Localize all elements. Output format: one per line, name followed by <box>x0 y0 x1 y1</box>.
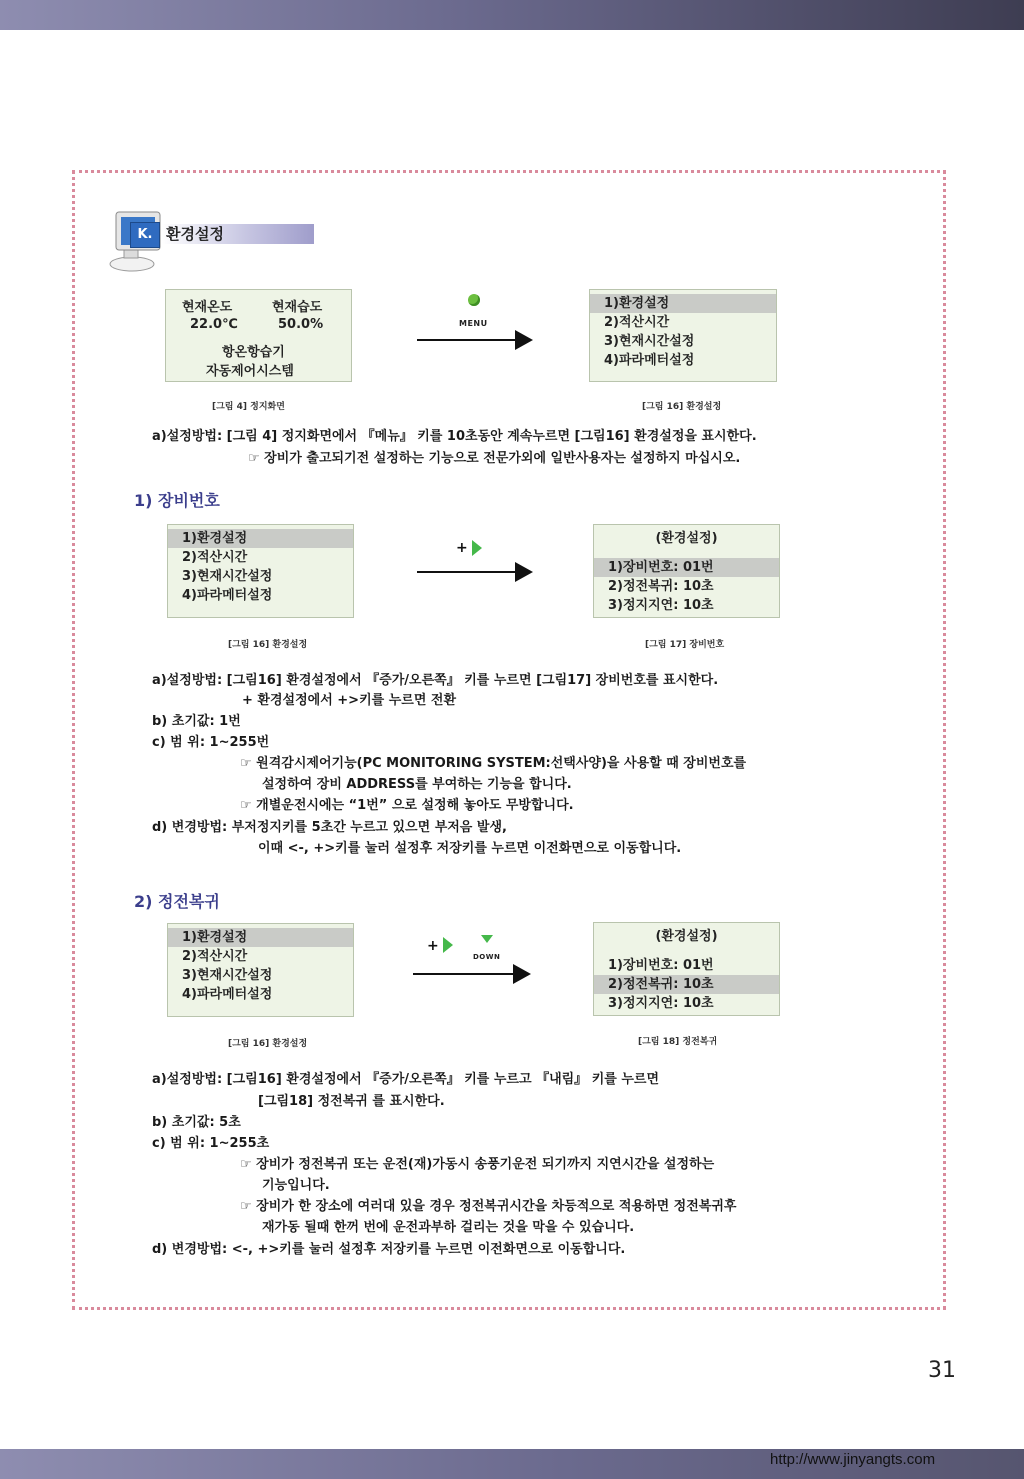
right-key-icon <box>443 937 453 953</box>
current-humidity-label: 현재습도 <box>272 300 323 315</box>
menu-screen-lcd-3 <box>167 923 354 1017</box>
lcd-title: (환경설정) <box>655 929 718 944</box>
sub1-line: a)설정방법: [그림16] 환경설정에서 『증가/오른쪽』 키를 누르면 [그림17] 장비번호를 표시한다. <box>152 673 719 688</box>
intro-line: a)설정방법: [그림 4] 정지화면에서 『메뉴』 키를 10초동안 계속누르면 [그림16] 환경설정을 표시한다. <box>152 429 757 444</box>
device-name-line: 항온항습기 <box>222 345 285 360</box>
sub2-right-caption: [그림 18] 정전복귀 <box>638 1037 718 1047</box>
menu-item: 2)적산시간 <box>604 315 670 330</box>
top-banner <box>0 0 1024 30</box>
transition-arrow-1 <box>417 329 533 351</box>
setting-item: 2)정전복귀: 10초 <box>608 579 714 594</box>
menu-screen-lcd-2 <box>167 524 354 618</box>
down-key-label: DOWN <box>473 953 501 961</box>
current-humidity-value: 50.0% <box>278 317 324 332</box>
menu-item: 3)현재시간설정 <box>182 968 273 983</box>
stop-screen-caption: [그림 4] 정지화면 <box>212 402 285 412</box>
sub2-line: ☞ 장비가 정전복귀 또는 운전(재)가동시 송풍기운전 되기까지 지연시간을 설정하는 <box>240 1157 715 1172</box>
sub1-line: d) 변경방법: 부저정지키를 5초간 누르고 있으면 부저음 발생, <box>152 820 507 835</box>
sub1-right-caption: [그림 17] 장비번호 <box>645 640 725 650</box>
sub1-line: ☞ 개별운전시에는 “1번” 으로 설정해 놓아도 무방합니다. <box>240 798 574 813</box>
stop-screen-lcd <box>165 289 352 382</box>
sub2-line: [그림18] 정전복귀 를 표시한다. <box>258 1094 445 1109</box>
sub2-line: b) 초기값: 5초 <box>152 1115 241 1130</box>
sub2-line: a)설정방법: [그림16] 환경설정에서 『증가/오른쪽』 키를 누르고 『내림』 키를 누르면 <box>152 1072 660 1087</box>
menu-item: 4)파라메터설정 <box>182 588 273 603</box>
menu-item: 1)환경설정 <box>168 928 353 947</box>
menu-item: 4)파라메터설정 <box>604 353 695 368</box>
sub1-line: 설정하여 장비 ADDRESS를 부여하는 기능을 합니다. <box>262 777 572 792</box>
transition-arrow-3 <box>413 963 531 985</box>
setting-item: 3)정지지연: 10초 <box>608 598 714 613</box>
setting-item: 3)정지지연: 10초 <box>608 996 714 1011</box>
plus-key-symbol: + <box>456 540 468 556</box>
current-temp-label: 현재온도 <box>182 300 233 315</box>
footer-url[interactable]: http://www.jinyangts.com <box>770 1451 936 1468</box>
current-temp-value: 22.0℃ <box>190 317 238 332</box>
menu-item: 4)파라메터설정 <box>182 987 273 1002</box>
menu-screen-lcd-1 <box>589 289 777 382</box>
menu-item: 2)적산시간 <box>182 949 248 964</box>
sub2-line: c) 범 위: 1~255초 <box>152 1136 270 1151</box>
subsection-1-heading: 1) 장비번호 <box>134 491 220 510</box>
sub1-line: + 환경설정에서 +>키를 누르면 전환 <box>242 693 457 708</box>
menu-item: 3)현재시간설정 <box>182 569 273 584</box>
menu-item: 3)현재시간설정 <box>604 334 695 349</box>
down-key-icon <box>481 935 493 943</box>
setting-item: 2)정전복귀: 10초 <box>594 975 779 994</box>
sub1-line: b) 초기값: 1번 <box>152 714 241 729</box>
menu-item: 1)환경설정 <box>590 294 776 313</box>
sub1-left-caption: [그림 16] 환경설정 <box>228 640 308 650</box>
setting-item: 1)장비번호: 01번 <box>594 558 779 577</box>
sub1-line: ☞ 원격감시제어기능(PC MONITORING SYSTEM:선택사양)을 사용할 때 장비번호를 <box>240 756 747 771</box>
menu-key-label: MENU <box>459 319 488 328</box>
subsection-2-heading: 2) 정전복귀 <box>134 892 220 911</box>
menu-item: 2)적산시간 <box>182 550 248 565</box>
page-number: 31 <box>928 1358 956 1383</box>
menu-item: 1)환경설정 <box>168 529 353 548</box>
intro-note: ☞ 장비가 출고되기전 설정하는 기능으로 전문가외에 일반사용자는 설정하지 마십시오. <box>248 451 741 466</box>
sub1-line: 이때 <-, +>키를 눌러 설정후 저장키를 누르면 이전화면으로 이동합니다. <box>258 841 682 856</box>
section-title: 환경설정 <box>166 225 224 243</box>
right-key-icon <box>472 540 482 556</box>
section-badge: K. <box>130 222 160 248</box>
plus-key-symbol: + <box>427 938 439 954</box>
sub1-line: c) 범 위: 1~255번 <box>152 735 270 750</box>
system-name-line: 자동제어시스템 <box>206 364 294 379</box>
equipment-number-lcd <box>593 524 780 618</box>
power-recovery-lcd <box>593 922 780 1016</box>
menu-screen-caption: [그림 16] 환경설정 <box>642 402 722 412</box>
menu-key-icon <box>468 294 480 306</box>
lcd-title: (환경설정) <box>655 531 718 546</box>
sub2-line: d) 변경방법: <-, +>키를 눌러 설정후 저장키를 누르면 이전화면으로 이동합니다. <box>152 1242 626 1257</box>
sub2-line: 재가동 될때 한꺼 번에 운전과부하 걸리는 것을 막을 수 있습니다. <box>262 1220 635 1235</box>
setting-item: 1)장비번호: 01번 <box>608 958 714 973</box>
sub2-line: ☞ 장비가 한 장소에 여러대 있을 경우 정전복귀시간을 차등적으로 적용하면 정전복귀후 <box>240 1199 737 1214</box>
sub2-left-caption: [그림 16] 환경설정 <box>228 1039 308 1049</box>
transition-arrow-2 <box>417 561 533 583</box>
sub2-line: 기능입니다. <box>262 1178 330 1193</box>
